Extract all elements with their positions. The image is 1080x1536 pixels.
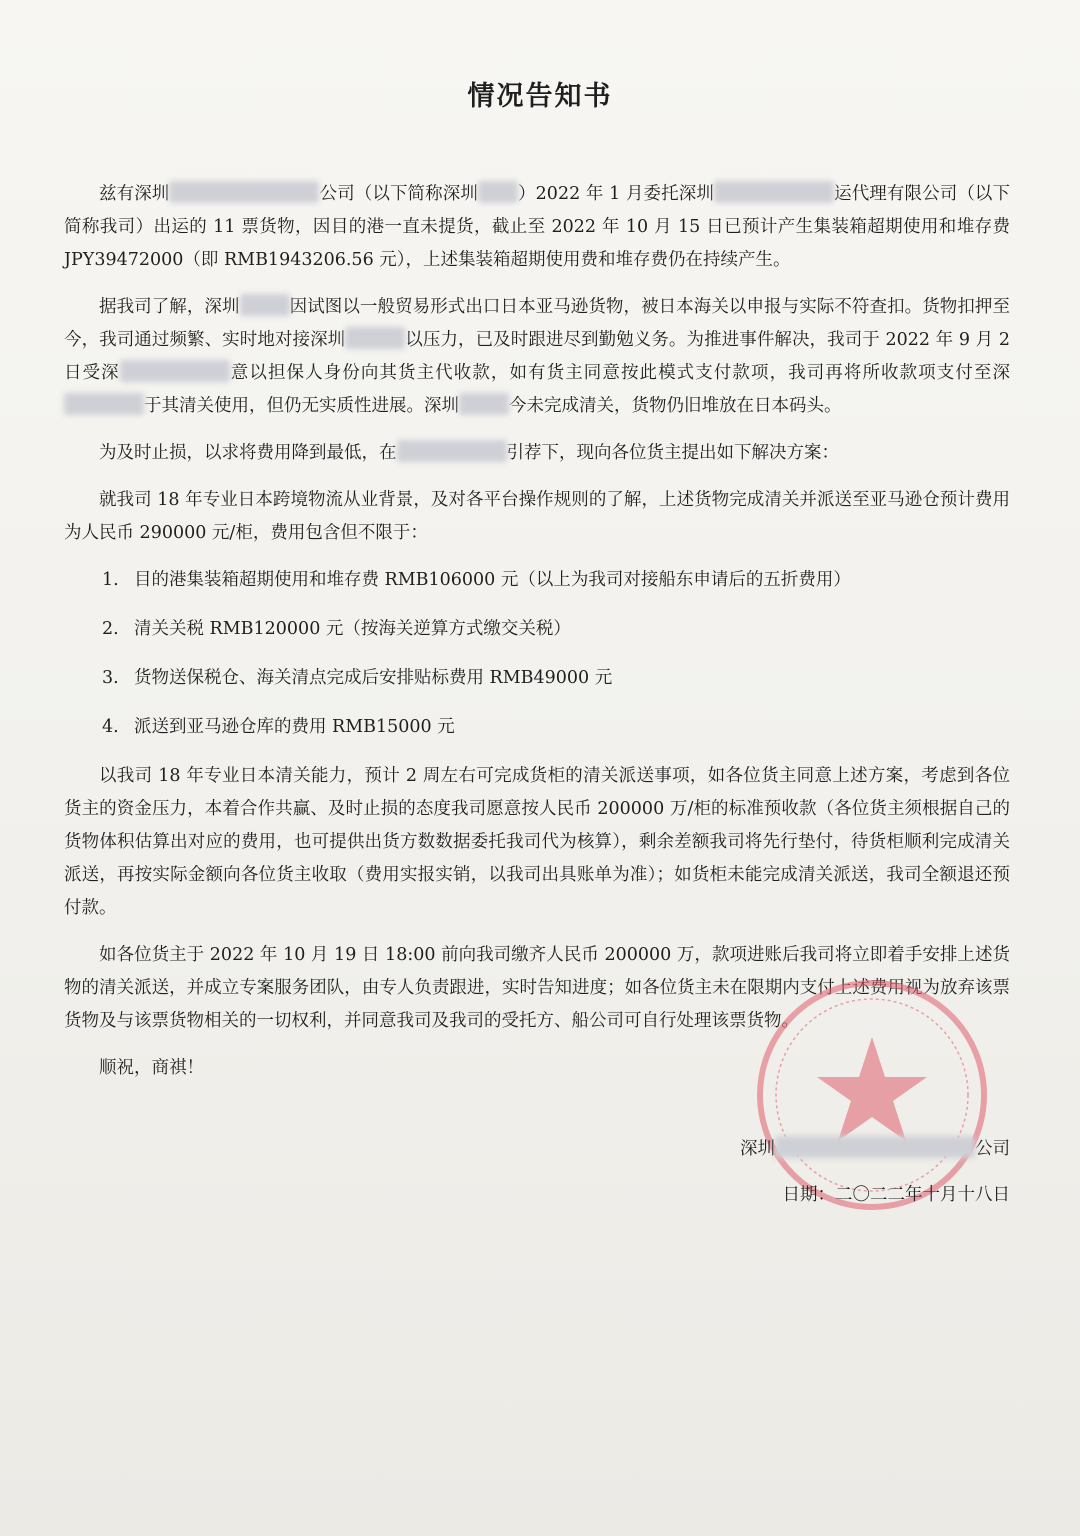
closing-salutation: 顺祝，商祺！ [99, 1058, 204, 1078]
redacted-text [478, 181, 518, 203]
redacted-text [397, 440, 507, 462]
p3-text-a: 为及时止损，以求将费用降到最低，在 [99, 443, 397, 463]
list-item [102, 564, 1010, 597]
list-item [102, 711, 1010, 744]
p2-text-c: 以压力，已及时跟进尽到勤勉义务。为推进事件解决，我司于 2022 年 9 月 2 日受深 [64, 330, 1010, 383]
paragraph-3 [64, 437, 1010, 470]
p1-text-b: 公司（以下简称深圳 [319, 184, 478, 204]
list-text: 货物送保税仓、海关清点完成后安排贴标费用 RMB49000 元 [134, 668, 613, 688]
p2-text-a: 据我司了解，深圳 [99, 297, 240, 317]
company-seal-stamp [752, 975, 992, 1215]
list-text: 目的港集装箱超期使用和堆存费 RMB106000 元（以上为我司对接船东申请后的五折费用） [134, 570, 851, 590]
list-text: 清关关税 RMB120000 元（按海关逆算方式缴交关税） [134, 619, 571, 639]
redacted-text [345, 327, 405, 349]
p2-text-e: 于其清关使用，但仍无实质性进展。深圳 [144, 396, 459, 416]
p1-text-a: 兹有深圳 [99, 184, 170, 204]
p3-text-b: 引荐下，现向各位货主提出如下解决方案： [506, 443, 839, 463]
list-item [102, 613, 1010, 646]
signature-company-suffix: 公司 [975, 1139, 1010, 1159]
list-number: 1. [102, 570, 119, 590]
p2-text-b: 因试图以一般贸易形式出口日本亚马逊货物，被日本海关以申报与实际不符查扣。货物扣押至今，我司通过频繁、实时地对接深圳 [64, 297, 1011, 350]
signature-date: 日期：二〇二二年十月十八日 [782, 1185, 1010, 1205]
list-text: 派送到亚马逊仓库的费用 RMB15000 元 [134, 717, 455, 737]
document-body [64, 178, 1010, 1085]
paragraph-1 [64, 178, 1010, 277]
p2-text-f: 今未完成清关，货物仍旧堆放在日本码头。 [509, 396, 842, 416]
list-number: 4. [102, 717, 119, 737]
fee-list [64, 564, 1010, 744]
paragraph-2 [64, 291, 1010, 423]
list-item [102, 662, 1010, 695]
signature-company-prefix: 深圳 [740, 1139, 775, 1159]
redacted-text [120, 360, 230, 382]
list-number: 3. [102, 668, 119, 688]
p2-text-d: 意以担保人身份向其货主代收款，如有货主同意按此模式支付款项，我司再将所收款项支付至深 [229, 363, 1010, 383]
redacted-text [64, 393, 144, 415]
redacted-text [459, 393, 509, 415]
p1-text-d: 运代理有限公司（以下简称我司）出运的 11 票货物，因目的港一直未提货，截止至 2022 年 10 月 15 日已预计产生集装箱超期使用和堆存费 JPY39472000（即 RMB1943206.56 元），上述集装箱超期使用费和堆存费仍在持续产生。 [64, 184, 1011, 270]
paragraph-6: 如各位货主于 2022 年 10 月 19 日 18:00 前向我司缴齐人民币 200000 万，款项进账后我司将立即着手安排上述货物的清关派送，并成立专案服务团队，由专人负责跟进，实时告知进度；如各位货主未在限期内支付上述费用视为放弃该票货物及与该票货物相关的一切权利，并同意我司及我司的受托方、船公司可自行处理该票货物。 [64, 945, 1010, 1031]
redacted-text [169, 181, 319, 203]
paragraph-4: 就我司 18 年专业日本跨境物流从业背景，及对各平台操作规则的了解，上述货物完成清关并派送至亚马逊仓预计费用为人民币 290000 元/柜，费用包含但不限于： [64, 490, 1010, 543]
redacted-text [240, 294, 290, 316]
list-number: 2. [102, 619, 119, 639]
redacted-text [775, 1136, 975, 1158]
paragraph-5: 以我司 18 年专业日本清关能力，预计 2 周左右可完成货柜的清关派送事项，如各位货主同意上述方案，考虑到各位货主的资金压力，本着合作共赢、及时止损的态度我司愿意按人民币 200000 万/柜的标准预收款（各位货主须根据自己的货物体积估算出对应的费用，也可提供出货方数数据委托我司代为核算），剩余差额我司将先行垫付，待货柜顺利完成清关派送，再按实际金额向各位货主收取（费用实报实销，以我司出具账单为准）；如货柜未能完成清关派送，我司全额退还预付款。 [64, 766, 1010, 918]
signature-company [740, 1135, 1010, 1160]
document-title: 情况告知书 [467, 81, 613, 112]
p1-text-c: ）2022 年 1 月委托深圳 [517, 184, 714, 204]
redacted-text [714, 181, 834, 203]
